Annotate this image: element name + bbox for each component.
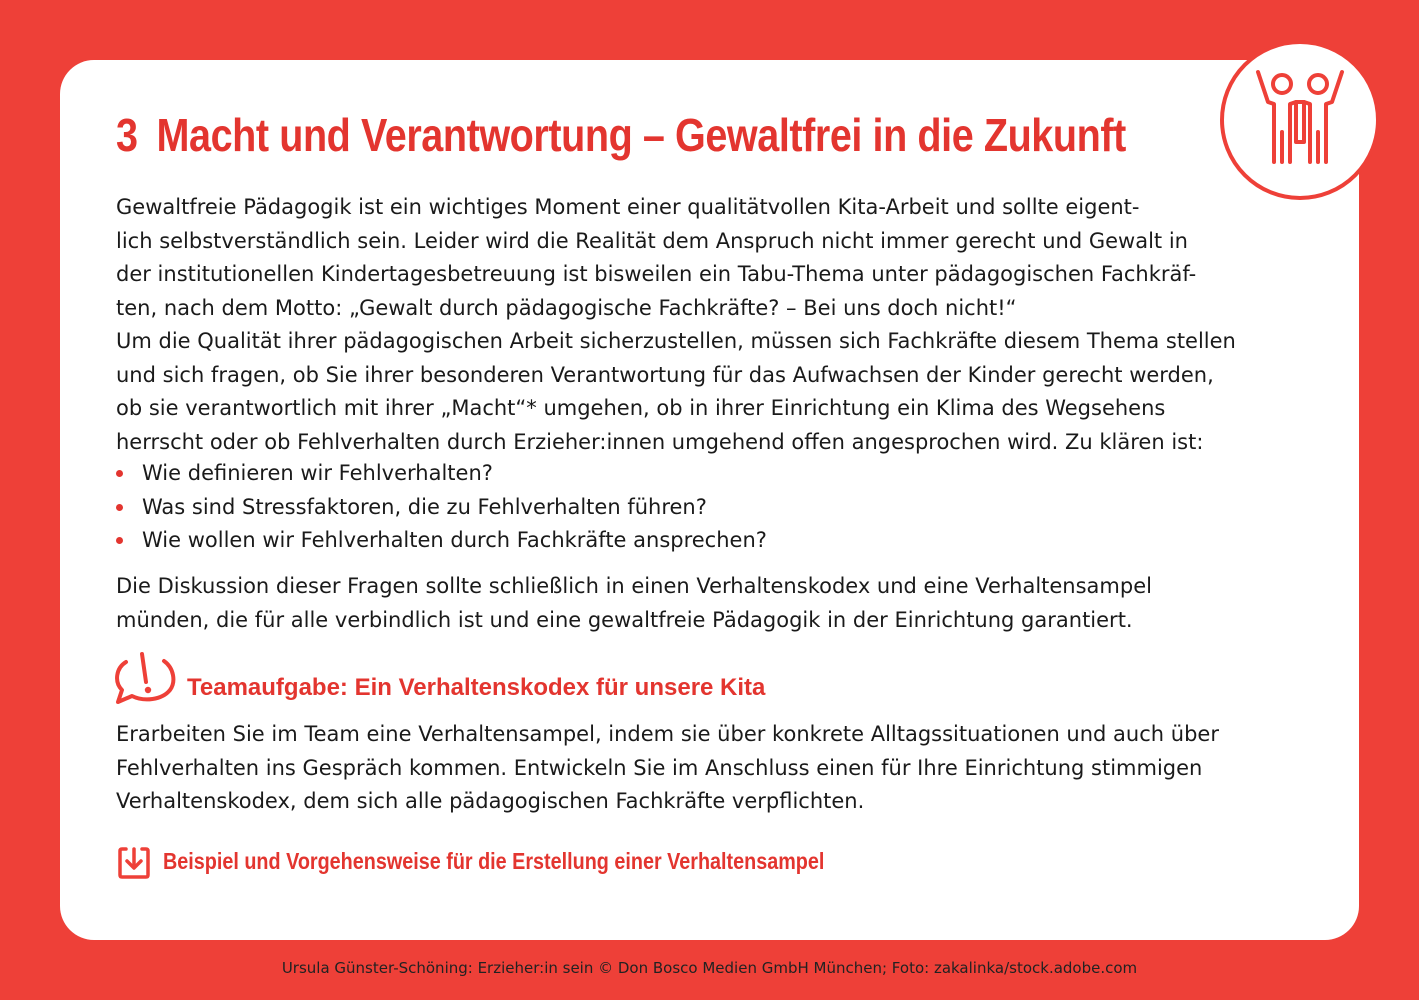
bullet-dot [116,470,123,477]
text-line: Gewaltfreie Pädagogik ist ein wichtiges Moment einer qualitätvollen Kita-Arbeit und sollte eigent- [116,195,1140,219]
title-text: Macht und Verantwortung – Gewaltfrei in die Zukunft [156,109,1126,161]
bullet-dot [116,504,123,511]
text-line: herrscht oder ob Fehlverhalten durch Erzieher:innen umgehend offen angesprochen wird. Zu klären ist: [116,429,1204,454]
team-task-paragraph [116,718,1219,819]
text-line: ten, nach dem Motto: „Gewalt durch pädagogische Fachkräfte? – Bei uns doch nicht!“ [116,295,1017,320]
section-number: 3 [116,109,138,161]
text-line: Um die Qualität ihrer pädagogischen Arbeit sicherzustellen, müssen sich Fachkräfte diesem Thema stellen [116,329,1236,353]
download-icon[interactable] [117,846,151,880]
footer-credit: Ursula Günster-Schöning: Erzieher:in sein © Don Bosco Medien GmbH München; Foto: zakalinka/stock.adobe.com [281,959,1138,977]
list-item [116,457,767,491]
text-line: münden, die für alle verbindlich ist und eine gewaltfreie Pädagogik in der Einrichtung garantiert. [116,607,1133,632]
people-raising-hands-icon [1242,62,1358,178]
question-list [116,457,767,558]
team-task-heading: Teamaufgabe: Ein Verhaltenskodex für unsere Kita [187,674,766,701]
bullet-dot [116,537,123,544]
text-line: lich selbstverständlich sein. Leider wird die Realität dem Anspruch nicht immer gerecht und Gewalt in [116,228,1188,253]
intro-paragraph [116,191,1236,459]
list-item-text: Was sind Stressfaktoren, die zu Fehlverhalten führen? [142,494,707,519]
conclusion-paragraph [116,570,1152,637]
speech-bubble-exclamation-icon [112,650,178,708]
list-item [116,524,767,558]
text-line: Fehlverhalten ins Gespräch kommen. Entwickeln Sie im Anschluss einen für Ihre Einrichtung stimmigen [116,755,1203,780]
topic-badge [1220,40,1380,200]
text-line: ob sie verantwortlich mit ihrer „Macht“* umgehen, ob in ihrer Einrichtung ein Klima des Wegsehens [116,396,1166,420]
text-line: Erarbeiten Sie im Team eine Verhaltensampel, indem sie über konkrete Alltagssituationen und auch über [116,722,1219,746]
text-line: Die Diskussion dieser Fragen sollte schließlich in einen Verhaltenskodex und eine Verhaltensampel [116,574,1152,598]
text-line: Verhaltenskodex, dem sich alle pädagogischen Fachkräfte verpflichten. [116,789,865,813]
download-link[interactable]: Beispiel und Vorgehensweise für die Erstellung einer Verhaltensampel [163,848,825,874]
list-item-text: Wie definieren wir Fehlverhalten? [142,461,493,485]
list-item-text: Wie wollen wir Fehlverhalten durch Fachkräfte ansprechen? [142,528,767,552]
page-title [116,108,1126,162]
list-item [116,491,767,525]
text-line: und sich fragen, ob Sie ihrer besonderen Verantwortung für das Aufwachsen der Kinder gerecht werden, [116,362,1214,387]
text-line: der institutionellen Kindertagesbetreuung ist bisweilen ein Tabu-Thema unter pädagogischen Fachkräf- [116,262,1197,286]
